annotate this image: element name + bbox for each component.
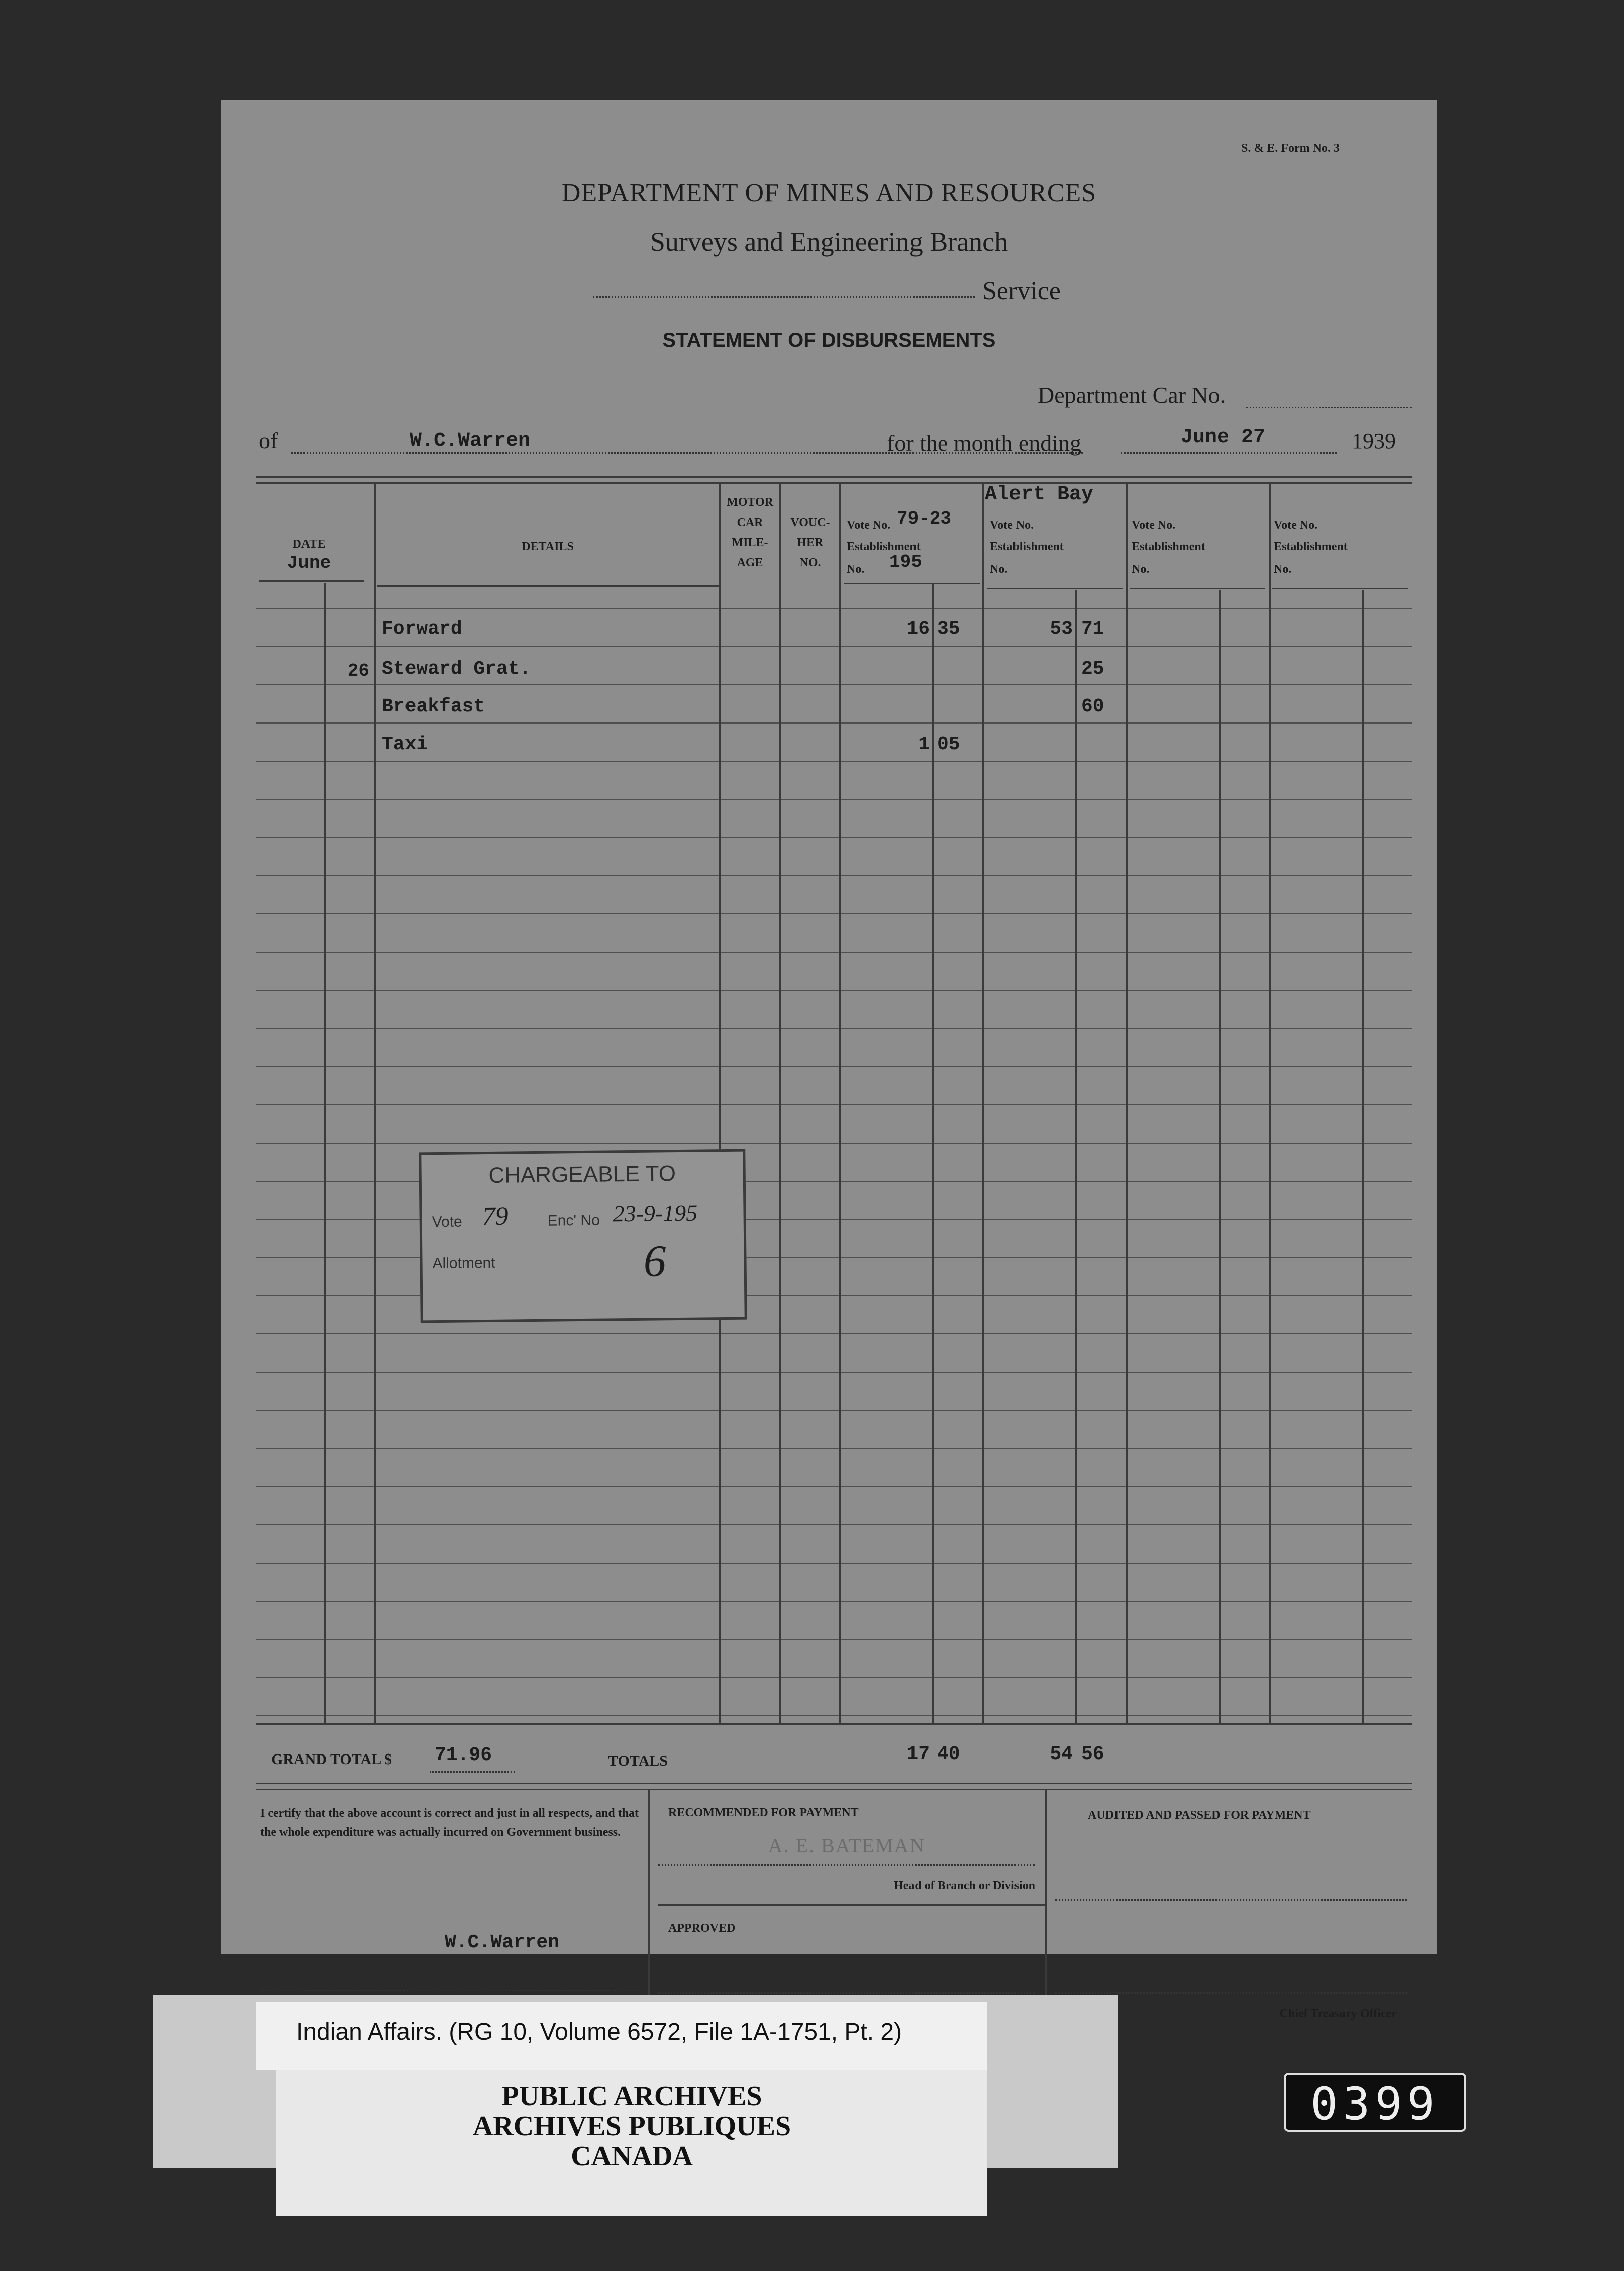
header-voucher-line-2: HER [797, 536, 824, 549]
archive-reference-strip [256, 2002, 987, 2070]
treasury-sign-line [1055, 1992, 1407, 1994]
chargeable-stamp [419, 1149, 747, 1323]
col2-title: Alert Bay [985, 483, 1094, 506]
vote2-estab-label: Establishment [990, 540, 1064, 553]
header-voucher [781, 512, 839, 573]
vote1-header-rule [844, 583, 980, 584]
stamp-vote-value: 79 [482, 1202, 509, 1231]
grand-total-value: 71.96 [435, 1744, 492, 1766]
total-vote2-cents: 56 [1081, 1743, 1104, 1765]
details-header-rule [377, 585, 719, 587]
row-1-vote1-cents: 35 [937, 618, 960, 640]
row-4-vote1-dollars: 1 [918, 734, 930, 755]
stamp-enc-value: 23-9-195 [613, 1200, 698, 1227]
head-of-branch-label: Head of Branch or Division [894, 1879, 1035, 1892]
date-day-divider [324, 583, 326, 1723]
row-3-detail: Breakfast [382, 696, 485, 717]
of-label: of [259, 428, 278, 453]
details-divider-left [374, 482, 376, 1723]
archive-line-1: PUBLIC ARCHIVES [501, 2081, 762, 2112]
ledger-rule [256, 1410, 1412, 1411]
ledger-rule [256, 1563, 1412, 1564]
vote3-header-rule [1130, 588, 1265, 589]
vote3-label: Vote No. [1132, 519, 1176, 532]
row-2-detail: Steward Grat. [382, 658, 531, 680]
ledger-rule [256, 1601, 1412, 1602]
ledger-rule [256, 1104, 1412, 1105]
frame-number-box [1284, 2073, 1466, 2132]
header-details: DETAILS [522, 540, 574, 553]
month-field [1121, 452, 1337, 454]
ledger-rule [256, 875, 1412, 876]
vote3-no-label: No. [1132, 563, 1150, 576]
vote1-cents-divider [932, 583, 934, 1723]
row-2-vote2-cents: 25 [1081, 658, 1104, 680]
stamp-allotment-value: 6 [643, 1236, 667, 1286]
vote1-estab-number: 195 [889, 552, 922, 572]
totals-label: TOTALS [608, 1752, 668, 1769]
ledger-rule [256, 646, 1412, 647]
vote2-header-rule [987, 588, 1123, 589]
archive-stamp-text [276, 2081, 987, 2172]
stamp-title: CHARGEABLE TO [488, 1161, 676, 1188]
vote2-divider [1126, 482, 1128, 1723]
ledger-rule [256, 913, 1412, 914]
ledger-rule [256, 1677, 1412, 1678]
header-voucher-line-3: NO. [799, 556, 821, 569]
vote1-divider [982, 482, 984, 1723]
year: 1939 [1352, 429, 1396, 453]
archive-line-2: ARCHIVES PUBLIQUES [472, 2111, 791, 2142]
ledger-rule [256, 722, 1412, 724]
treasury-label: Chief Treasury Officer [1279, 2007, 1397, 2020]
archive-reference: Indian Affairs. (RG 10, Volume 6572, File 1A-1751, Pt. 2) [296, 2019, 902, 2045]
ledger-rule [256, 1715, 1412, 1716]
archive-stamp-strip [276, 2070, 987, 2216]
date-header-rule [259, 580, 364, 582]
ledger-rule [256, 799, 1412, 800]
voucher-divider [839, 482, 841, 1723]
header-voucher-line-1: VOUC- [790, 516, 830, 529]
row-1-detail: Forward [382, 618, 462, 640]
ledger-rule [256, 990, 1412, 991]
ledger-rule [256, 1143, 1412, 1144]
certify-statement: I certify that the above account is correct and just in all respects, and that the whole expenditure was actually incurred on Government business. [260, 1807, 639, 1839]
sign-divider-1 [648, 1790, 650, 2026]
claimant-signature: W.C.Warren [445, 1932, 560, 1953]
ledger-rule [256, 1333, 1412, 1334]
vote2-label: Vote No. [990, 519, 1034, 532]
frame-number: 0399 [1310, 2078, 1440, 2130]
row-1-vote1-dollars: 16 [906, 618, 930, 640]
totals-bottom-rule [256, 1783, 1412, 1784]
audited-label: AUDITED AND PASSED FOR PAYMENT [1088, 1809, 1311, 1822]
month-label: for the month ending [887, 430, 1082, 456]
row-1-vote2-cents: 71 [1081, 618, 1104, 640]
ledger-rule [256, 1524, 1412, 1525]
ledger-rule [256, 1639, 1412, 1640]
statement-title: STATEMENT OF DISBURSEMENTS [662, 329, 996, 351]
car-label: Department Car No. [1038, 382, 1226, 408]
header-date-month: June [287, 553, 331, 573]
claimant-sign-line [261, 1990, 643, 1991]
vote1-no-label: No. [847, 563, 865, 576]
grand-total-field [430, 1771, 515, 1773]
stamp-enc-label: Enc' No [547, 1212, 600, 1229]
statement-form [221, 100, 1437, 2020]
archive-line-3: CANADA [571, 2141, 693, 2172]
stamp-vote-label: Vote [432, 1213, 462, 1231]
vote4-label: Vote No. [1274, 519, 1318, 532]
vote1-label: Vote No. [847, 519, 891, 532]
vote4-estab-label: Establishment [1274, 540, 1348, 553]
mileage-divider [779, 482, 781, 1723]
approved-label: APPROVED [668, 1922, 736, 1935]
department-heading: DEPARTMENT OF MINES AND RESOURCES [561, 179, 1097, 208]
ledger-rule [256, 1028, 1412, 1029]
ledger-rule [256, 1448, 1412, 1449]
row-4-vote1-cents: 05 [937, 734, 960, 755]
service-label: Service [982, 277, 1061, 305]
total-vote1-dollars: 17 [906, 1743, 930, 1765]
totals-top-rule [256, 1723, 1412, 1725]
claimant-name: W.C.Warren [410, 430, 531, 452]
totals-bottom-rule-2 [256, 1789, 1412, 1790]
vote3-cents-divider [1219, 590, 1221, 1723]
vote2-no-label: No. [990, 563, 1008, 576]
ledger-rule [256, 1486, 1412, 1487]
stamp-allotment-label: Allotment [432, 1254, 495, 1272]
ledger-rule [256, 684, 1412, 685]
service-field [593, 296, 975, 298]
row-1-vote2-dollars: 53 [1050, 618, 1073, 640]
sign-divider-2 [1045, 1790, 1047, 2026]
vote3-estab-label: Establishment [1132, 540, 1205, 553]
ledger-rule [256, 1372, 1412, 1373]
grand-total-label: GRAND TOTAL $ [271, 1751, 392, 1768]
audited-line-1 [1055, 1899, 1407, 1901]
month-value: June 27 [1181, 426, 1266, 449]
vote3-divider [1269, 482, 1271, 1723]
header-mileage [721, 492, 779, 573]
top-rule-2 [256, 482, 1412, 484]
car-number-field [1246, 407, 1412, 408]
vote4-cents-divider [1362, 590, 1364, 1723]
recommended-sign-line [658, 1864, 1035, 1866]
vote1-estab-label: Establishment [847, 540, 921, 553]
approved-rule [658, 1904, 1045, 1906]
row-4-detail: Taxi [382, 734, 428, 755]
ledger-rule [256, 608, 1412, 609]
vote4-header-rule [1272, 588, 1408, 589]
ledger-rule [256, 761, 1412, 762]
ledger-rule [256, 1066, 1412, 1067]
header-mileage-line-3: MILE- [732, 536, 768, 549]
total-vote1-cents: 40 [937, 1743, 960, 1765]
vote4-no-label: No. [1274, 563, 1292, 576]
director-sign-line [658, 1992, 1035, 1994]
vote1-number: 79-23 [897, 508, 952, 529]
row-2-day: 26 [347, 661, 369, 681]
header-mileage-line-4: AGE [737, 556, 763, 569]
details-divider-right [719, 482, 721, 1723]
header-date: DATE [292, 538, 326, 551]
total-vote2-dollars: 54 [1050, 1743, 1073, 1765]
header-mileage-line-2: CAR [737, 516, 763, 529]
header-mileage-line-1: MOTOR [727, 496, 773, 509]
ledger-rule [256, 952, 1412, 953]
vote2-cents-divider [1075, 590, 1077, 1723]
form-number: S. & E. Form No. 3 [1241, 142, 1340, 155]
branch-heading: Surveys and Engineering Branch [650, 227, 1008, 257]
ledger-rule [256, 837, 1412, 838]
recommender-name: A. E. BATEMAN [768, 1834, 926, 1857]
recommended-label: RECOMMENDED FOR PAYMENT [668, 1806, 859, 1819]
row-3-vote2-cents: 60 [1081, 696, 1104, 717]
top-rule [256, 476, 1412, 478]
